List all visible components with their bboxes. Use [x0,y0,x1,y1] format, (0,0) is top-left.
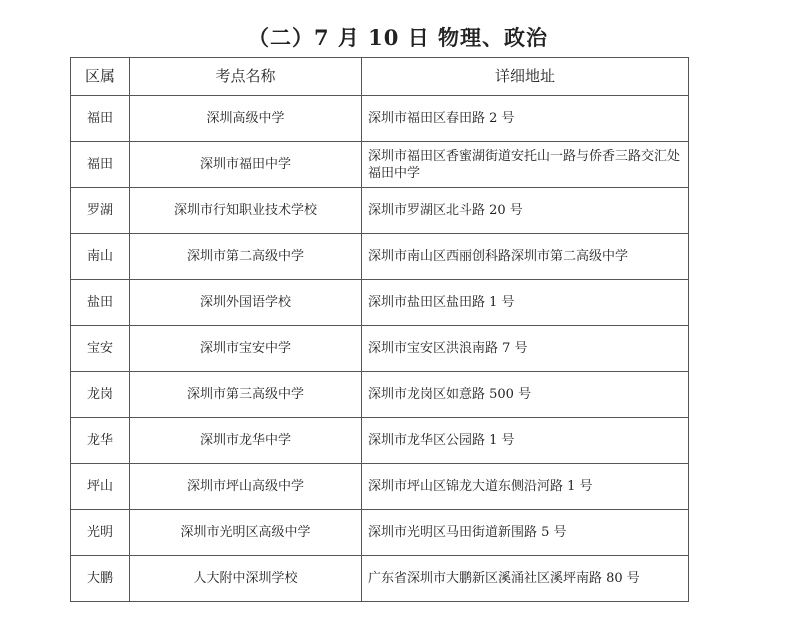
table-row [71,510,689,556]
cell-district: 盐田 [71,280,130,326]
cell-site: 深圳市行知职业技术学校 [130,188,362,234]
cell-address: 深圳市龙岗区如意路 500 号 [362,372,689,418]
cell-district: 坪山 [71,464,130,510]
cell-site: 深圳外国语学校 [130,280,362,326]
table-header-row [71,58,689,96]
cell-address: 深圳市宝安区洪浪南路 7 号 [362,326,689,372]
cell-address: 深圳市罗湖区北斗路 20 号 [362,188,689,234]
cell-site: 深圳市光明区高级中学 [130,510,362,556]
cell-site: 人大附中深圳学校 [130,556,362,602]
header-site: 考点名称 [130,58,362,96]
cell-site: 深圳市龙华中学 [130,418,362,464]
cell-site: 深圳市第二高级中学 [130,234,362,280]
cell-district: 大鹏 [71,556,130,602]
cell-address: 深圳市福田区香蜜湖街道安托山一路与侨香三路交汇处福田中学 [362,142,689,188]
cell-district: 福田 [71,96,130,142]
cell-address: 深圳市龙华区公园路 1 号 [362,418,689,464]
cell-district: 龙岗 [71,372,130,418]
table-row [71,372,689,418]
table-row [71,234,689,280]
table-row [71,418,689,464]
table-row [71,326,689,372]
cell-address: 广东省深圳市大鹏新区溪涌社区溪坪南路 80 号 [362,556,689,602]
table-row [71,556,689,602]
cell-site: 深圳市坪山高级中学 [130,464,362,510]
cell-address: 深圳市光明区马田街道新围路 5 号 [362,510,689,556]
table-row [71,188,689,234]
cell-district: 罗湖 [71,188,130,234]
cell-site: 深圳市第三高级中学 [130,372,362,418]
page-title: （二）7 月 10 日 物理、政治 [247,25,549,50]
cell-district: 光明 [71,510,130,556]
cell-district: 龙华 [71,418,130,464]
cell-district: 福田 [71,142,130,188]
cell-district: 南山 [71,234,130,280]
table-row [71,142,689,188]
cell-district: 宝安 [71,326,130,372]
header-address: 详细地址 [362,58,689,96]
cell-site: 深圳市福田中学 [130,142,362,188]
cell-address: 深圳市南山区西丽创科路深圳市第二高级中学 [362,234,689,280]
cell-site: 深圳高级中学 [130,96,362,142]
table-row [71,464,689,510]
table-row [71,280,689,326]
exam-sites-table [70,57,689,602]
cell-address: 深圳市坪山区锦龙大道东侧沿河路 1 号 [362,464,689,510]
cell-site: 深圳市宝安中学 [130,326,362,372]
cell-address: 深圳市盐田区盐田路 1 号 [362,280,689,326]
header-district: 区属 [71,58,130,96]
table-row [71,96,689,142]
cell-address: 深圳市福田区春田路 2 号 [362,96,689,142]
